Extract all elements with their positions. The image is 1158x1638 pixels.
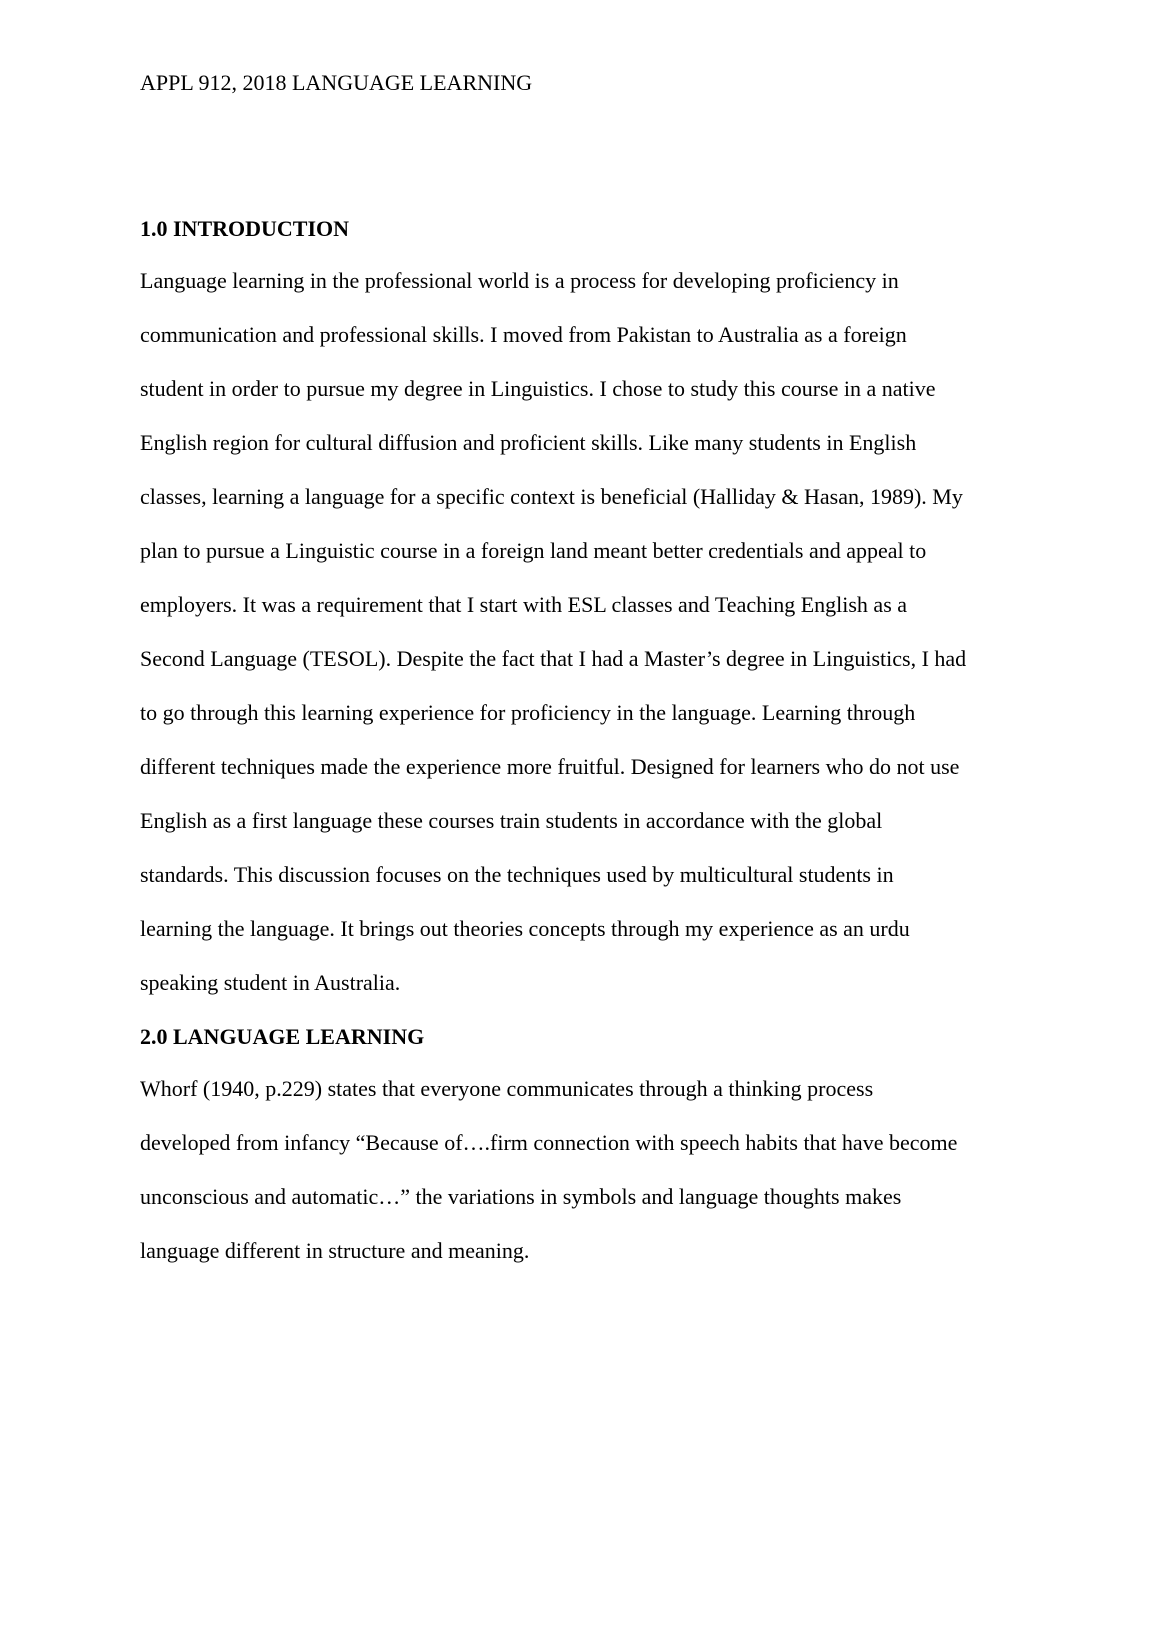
text-line: language different in structure and meaning. bbox=[140, 1238, 530, 1263]
text-line: communication and professional skills. I moved from Pakistan to Australia as a foreign bbox=[140, 322, 907, 347]
text-line: speaking student in Australia. bbox=[140, 970, 401, 995]
text-line: unconscious and automatic…” the variations in symbols and language thoughts makes bbox=[140, 1184, 902, 1209]
text-line: classes, learning a language for a specific context is beneficial (Halliday & Hasan, 1989). My bbox=[140, 484, 963, 509]
running-head: APPL 912, 2018 LANGUAGE LEARNING bbox=[140, 70, 533, 95]
text-line: standards. This discussion focuses on the techniques used by multicultural students in bbox=[140, 862, 894, 887]
section-heading-language-learning: 2.0 LANGUAGE LEARNING bbox=[140, 1024, 425, 1049]
text-line: different techniques made the experience more fruitful. Designed for learners who do not use bbox=[140, 754, 960, 779]
text-line: Language learning in the professional world is a process for developing proficiency in bbox=[140, 268, 899, 293]
body-column bbox=[140, 214, 1025, 1278]
text-line: employers. It was a requirement that I start with ESL classes and Teaching English as a bbox=[140, 592, 908, 617]
text-line: developed from infancy “Because of….firm connection with speech habits that have become bbox=[140, 1130, 958, 1155]
text-line: English as a first language these courses train students in accordance with the global bbox=[140, 808, 883, 833]
paragraph-language-learning bbox=[140, 1062, 1025, 1278]
section-heading-introduction: 1.0 INTRODUCTION bbox=[140, 216, 350, 241]
text-line: Whorf (1940, p.229) states that everyone communicates through a thinking process bbox=[140, 1076, 874, 1101]
text-line: student in order to pursue my degree in Linguistics. I chose to study this course in a native bbox=[140, 376, 936, 401]
text-line: plan to pursue a Linguistic course in a foreign land meant better credentials and appeal to bbox=[140, 538, 927, 563]
text-line: English region for cultural diffusion and proficient skills. Like many students in English bbox=[140, 430, 917, 455]
text-line: to go through this learning experience for proficiency in the language. Learning through bbox=[140, 700, 916, 725]
text-line: learning the language. It brings out theories concepts through my experience as an urdu bbox=[140, 916, 910, 941]
paragraph-introduction bbox=[140, 254, 1025, 1010]
text-line: Second Language (TESOL). Despite the fact that I had a Master’s degree in Linguistics, I had bbox=[140, 646, 967, 671]
